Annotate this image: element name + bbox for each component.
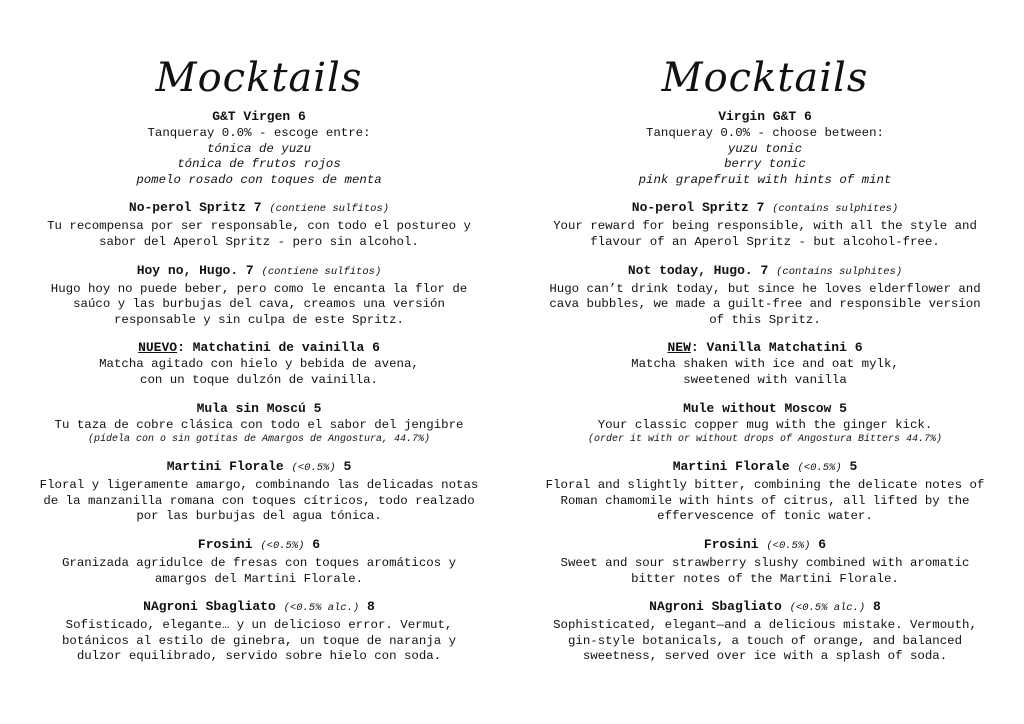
menu-item xyxy=(522,108,1008,188)
menu-item xyxy=(522,199,1008,250)
item-tag: (contains sulphites) xyxy=(772,203,899,216)
menu-items xyxy=(522,108,1008,665)
item-name: No-perol Spritz 7 xyxy=(631,200,765,216)
item-description: Sophisticated, elegant—and a delicious mistake. Vermouth, gin-style botanicals, a touch of orange, and balanced sweetness, served over ice with a splash of soda. xyxy=(553,618,977,664)
item-name-line xyxy=(16,339,502,356)
item-tag: (<0.5%) xyxy=(766,539,811,552)
item-name-line xyxy=(522,400,1008,417)
item-name-line xyxy=(16,199,502,218)
item-description: Matcha shaken with ice and oat mylk, sweetened with vanilla xyxy=(631,357,899,387)
item-name: G&T Virgen 6 xyxy=(212,109,306,124)
item-name: Mula sin Moscú 5 xyxy=(196,400,322,416)
menu-item xyxy=(16,400,502,448)
item-name: Mule without Moscow 5 xyxy=(683,400,847,416)
menu-item xyxy=(16,199,502,250)
item-description: Floral y ligeramente amargo, combinando las delicadas notas de la manzanilla romana con toques cítricos, todo realzado por las burbujas del agua tónica. xyxy=(39,478,479,524)
item-tag: (<0.5%) xyxy=(291,462,336,475)
menu-title: Mocktails xyxy=(661,55,869,101)
item-name: Frosini xyxy=(197,536,253,552)
menu-item xyxy=(522,598,1008,665)
item-name-line xyxy=(16,108,502,125)
item-name-line xyxy=(16,262,502,281)
item-options: tónica de yuzu tónica de frutos rojos pomelo rosado con toques de menta xyxy=(136,141,382,187)
item-options: yuzu tonic berry tonic pink grapefruit with hints of mint xyxy=(638,141,892,187)
item-tag: (<0.5%) xyxy=(260,539,305,552)
menu-item xyxy=(522,458,1008,525)
item-description: Floral and slightly bitter, combining the delicate notes of Roman chamomile with hints of citrus, all lifted by the effervescence of tonic water. xyxy=(545,478,985,524)
item-name: : Matchatini de vainilla 6 xyxy=(177,340,380,356)
item-name: Martini Florale xyxy=(672,459,790,475)
item-description: Sweet and sour strawberry slushy combined with aromatic bitter notes of the Martini Florale. xyxy=(560,555,970,586)
item-description: Tu recompensa por ser responsable, con todo el postureo y sabor del Aperol Spritz - pero sin alcohol. xyxy=(47,219,471,249)
menu-title: Mocktails xyxy=(155,55,363,101)
item-price: 8 xyxy=(367,599,375,615)
item-name: No-perol Spritz 7 xyxy=(128,200,262,216)
item-name: Martini Florale xyxy=(166,459,284,475)
item-tag: (contains sulphites) xyxy=(776,265,903,278)
item-tag: (<0.5% alc.) xyxy=(789,602,866,615)
menu-item xyxy=(522,400,1008,448)
item-description: Hugo can’t drink today, but since he loves elderflower and cava bubbles, we made a guilt-free and responsible version of this Spritz. xyxy=(549,281,981,327)
menu-item xyxy=(522,536,1008,587)
item-description: Matcha agitado con hielo y bebida de avena, con un toque dulzón de vainilla. xyxy=(99,357,419,387)
item-name-line xyxy=(522,339,1008,356)
item-name-line xyxy=(522,108,1008,125)
item-price: 5 xyxy=(849,459,858,475)
item-name: NAgroni Sbagliato xyxy=(143,599,276,615)
item-name: Virgin G&T 6 xyxy=(718,109,812,124)
new-badge: NUEVO xyxy=(138,340,178,356)
new-badge: NEW xyxy=(667,340,691,356)
item-description: Your classic copper mug with the ginger kick. xyxy=(597,417,933,432)
item-tag: (contiene sulfitos) xyxy=(269,203,390,216)
menu-items xyxy=(16,108,502,665)
item-name-line xyxy=(522,262,1008,281)
item-name: Frosini xyxy=(703,536,759,552)
item-name: : Vanilla Matchatini 6 xyxy=(690,340,863,356)
item-note: (order it with or without drops of Angostura Bitters 44.7%) xyxy=(587,434,943,446)
item-name-line xyxy=(16,458,502,477)
item-price: 6 xyxy=(312,536,321,552)
menu-item xyxy=(16,598,502,665)
menu-column-english xyxy=(522,52,1008,676)
item-price: 5 xyxy=(343,459,352,475)
item-tag: (<0.5% alc.) xyxy=(283,602,360,615)
item-description: Your reward for being responsible, with all the style and flavour of an Aperol Spritz - but alcohol-free. xyxy=(553,219,977,249)
item-description: Tanqueray 0.0% - escoge entre: xyxy=(147,126,371,140)
menu-column-spanish xyxy=(16,52,502,676)
item-price: 8 xyxy=(873,599,881,615)
item-description: Tanqueray 0.0% - choose between: xyxy=(646,126,884,140)
item-tag: (contiene sulfitos) xyxy=(261,265,382,278)
item-name: Not today, Hugo. 7 xyxy=(627,262,769,278)
menu-item xyxy=(16,536,502,587)
item-description: Hugo hoy no puede beber, pero como le encanta la flor de saúco y las burbujas del cava, creamos una versión responsable y sin culpa de este Spritz. xyxy=(50,281,468,327)
item-name-line xyxy=(16,536,502,555)
item-name-line xyxy=(16,400,502,417)
item-name-line xyxy=(522,458,1008,477)
menu-item xyxy=(16,339,502,388)
menu-item xyxy=(16,262,502,329)
item-name-line xyxy=(522,598,1008,617)
item-name: NAgroni Sbagliato xyxy=(649,599,782,615)
item-name: Hoy no, Hugo. 7 xyxy=(136,262,254,278)
menu-item xyxy=(522,262,1008,329)
item-description: Sofisticado, elegante… y un delicioso error. Vermut, botánicos al estilo de ginebra, un toque de naranja y dulzor equilibrado, servido sobre hielo con soda. xyxy=(61,618,457,664)
item-name-line xyxy=(16,598,502,617)
item-description: Tu taza de cobre clásica con todo el sabor del jengibre xyxy=(54,417,464,432)
item-name-line xyxy=(522,536,1008,555)
item-price: 6 xyxy=(818,536,827,552)
item-tag: (<0.5%) xyxy=(797,462,842,475)
item-name-line xyxy=(522,199,1008,218)
menu-item xyxy=(16,108,502,188)
item-note: (pídela con o sin gotitas de Amargos de Angostura, 44.7%) xyxy=(87,434,431,446)
menu-item xyxy=(522,339,1008,388)
menu-item xyxy=(16,458,502,525)
item-description: Granizada agridulce de fresas con toques aromáticos y amargos del Martini Florale. xyxy=(61,555,457,586)
